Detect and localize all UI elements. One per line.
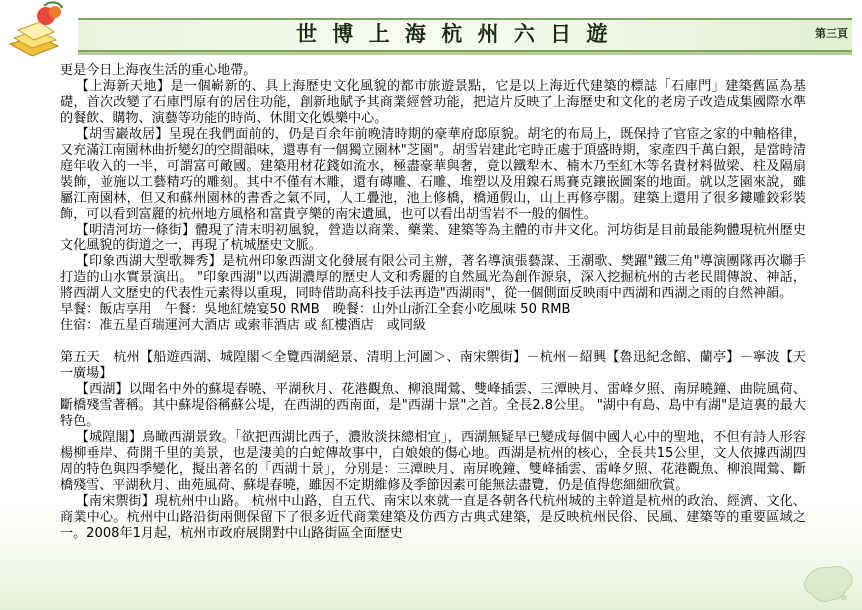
- paragraph-continuation: 更是今日上海夜生活的重心地帶。: [60, 63, 257, 78]
- document-body: [60, 63, 806, 542]
- header-divider: [78, 52, 852, 55]
- china-map-icon: [800, 560, 856, 606]
- lodging-line: 住宿：准五星百瑞運河大酒店 或索菲酒店 或 紅樓酒店 或同級: [60, 318, 427, 334]
- page-header: [0, 0, 862, 64]
- paragraph-west-lake: 【西湖】以聞名中外的蘇堤春曉、平湖秋月、花港觀魚、柳浪聞鶯、雙峰插雲、三潭映月、雷峰夕照、南屏曉鐘、曲院風荷、斷橋殘雪著稱。其中蘇堤俗稱蘇公堤，在西湖的西南面，是"西湖十景"之首。全長2.8公里。 "湖中有島、島中有湖"是這裏的最大特色。: [60, 382, 806, 429]
- day-five-heading: 第五天 杭州【船遊西湖、城隍閣＜全覽西湖絕景、清明上河圖＞、南宋禦街】－杭州－紹興【魯迅紀念館、蘭亭】－寧波【天一廣場】: [60, 350, 806, 382]
- book-logo-icon: [6, 0, 72, 62]
- meals-line: 早餐：飯店享用 午餐：吳地紅燒宴50 RMB 晚餐：山外山浙江全套小吃風味 50 RMB: [60, 302, 571, 318]
- paragraph-southern-song-street: 【南宋禦街】現杭州中山路。 杭州中山路，自五代、南宋以來就一直是各朝各代杭州城的主幹道是杭州的政治、經濟、文化、商業中心。杭州中山路沿街兩側保留下了很多近代商業建築及仿西方古典式建築，是反映杭州民俗、民風、建築等的重要區域之一。2008年1月起，杭州市政府展開對中山路街區全面歷史: [60, 493, 806, 541]
- paragraph-impression-west-lake: 【印象西湖大型歌舞秀】是杭州印象西湖文化發展有限公司主辦，著名導演張藝謀、王潮歌、樊躍"鐵三角"導演團隊再次聯手打造的山水實景演出。 "印象西湖"以西湖濃厚的歷史人文和秀麗的自然風光為創作源泉，深入挖掘杭州的古老民間傳說、神話，將西湖人文歷史的代表性元素得以重現，同時借助高科技手法再造"西湖雨"，從一個側面反映雨中西湖和西湖之雨的自然神韻。: [60, 254, 806, 302]
- paragraph-hefang-street: 【明清河坊一條街】體現了清末明初風貌，營造以商業、藥業、建築等為主體的市井文化。河坊街是目前最能夠體現杭州歷史文化風貌的街道之一，再現了杭城歷史文脈。: [60, 222, 806, 254]
- paragraph-hu-xueyan-residence: 【胡雪巖故居】呈現在我們面前的，仍是百余年前晚清時期的豪華府邸原貌。胡宅的布局上，既保持了官宦之家的中軸格律，又充滿江南園林曲折變幻的空間韻味，還專有一個獨立園林"芝園"。胡雪岩建此宅時正處于頂盛時期，家產四千萬白銀，是當時清庭年收入的一半，可謂富可敵國。建築用材花錢如流水，極盡豪華與奢，竟以鐵犁木、楠木乃至紅木等名貴材料做梁、柱及隔扇裝飾，並施以工藝精巧的雕刻。其中不僅有木雕，還有磚雕、石雕、堆塑以及用鎳石馬賽克鑲嵌圖案的地面。就以芝園來說，雖屬江南園林，但又和蘇州園林的書香之氣不同，人工疊池，池上修橋，橋通假山，山上再修亭閣。建築上還用了很多鏤雕鉸彩裝飾，可以看到富麗的杭州地方風格和富貴亨樂的南宋遺風，也可以看出胡雪岩不一般的個性。: [60, 126, 806, 222]
- paragraph-xintiandi: 【上海新天地】是一個嶄新的、具上海歷史文化風貌的都市旅遊景點，它是以上海近代建築的標誌「石庫門」建築舊區為基礎，首次改變了石庫門原有的居住功能，創新地賦予其商業經營功能，把這片反映了上海歷史和文化的老房子改造成集國際水準的餐飲、購物、演藝等功能的時尚、休閒文化娛樂中心。: [60, 78, 806, 126]
- document-title: 世 博 上 海 杭 州 六 日 遊: [296, 21, 612, 46]
- section-spacer: [60, 334, 806, 350]
- page-number-label: 第三頁: [815, 27, 848, 40]
- paragraph-chenghuang-pavilion: 【城隍閣】鳥瞰西湖景致。「欲把西湖比西子，濃妝淡抹總相宜」，西湖無疑早已變成每個中國人心中的聖地，不但有詩人形容楊柳垂岸、荷開千里的美景，也是淒美的白蛇傳故事中，白娘娘的傷心地。西湖是杭州的核心，全長共15公里，文人依據西湖四周的特色與四季變化，擬出著名的「西湖十景」，分別是：三潭映月、南屏晚鐘、雙峰插雲、雷峰夕照、花港觀魚、柳浪聞鶯、斷橋殘雪、平湖秋月、曲苑風荷、蘇堤春曉，雖因不定期維修及季節因素可能無法盡覽，仍是值得您細細欣賞。: [60, 429, 806, 493]
